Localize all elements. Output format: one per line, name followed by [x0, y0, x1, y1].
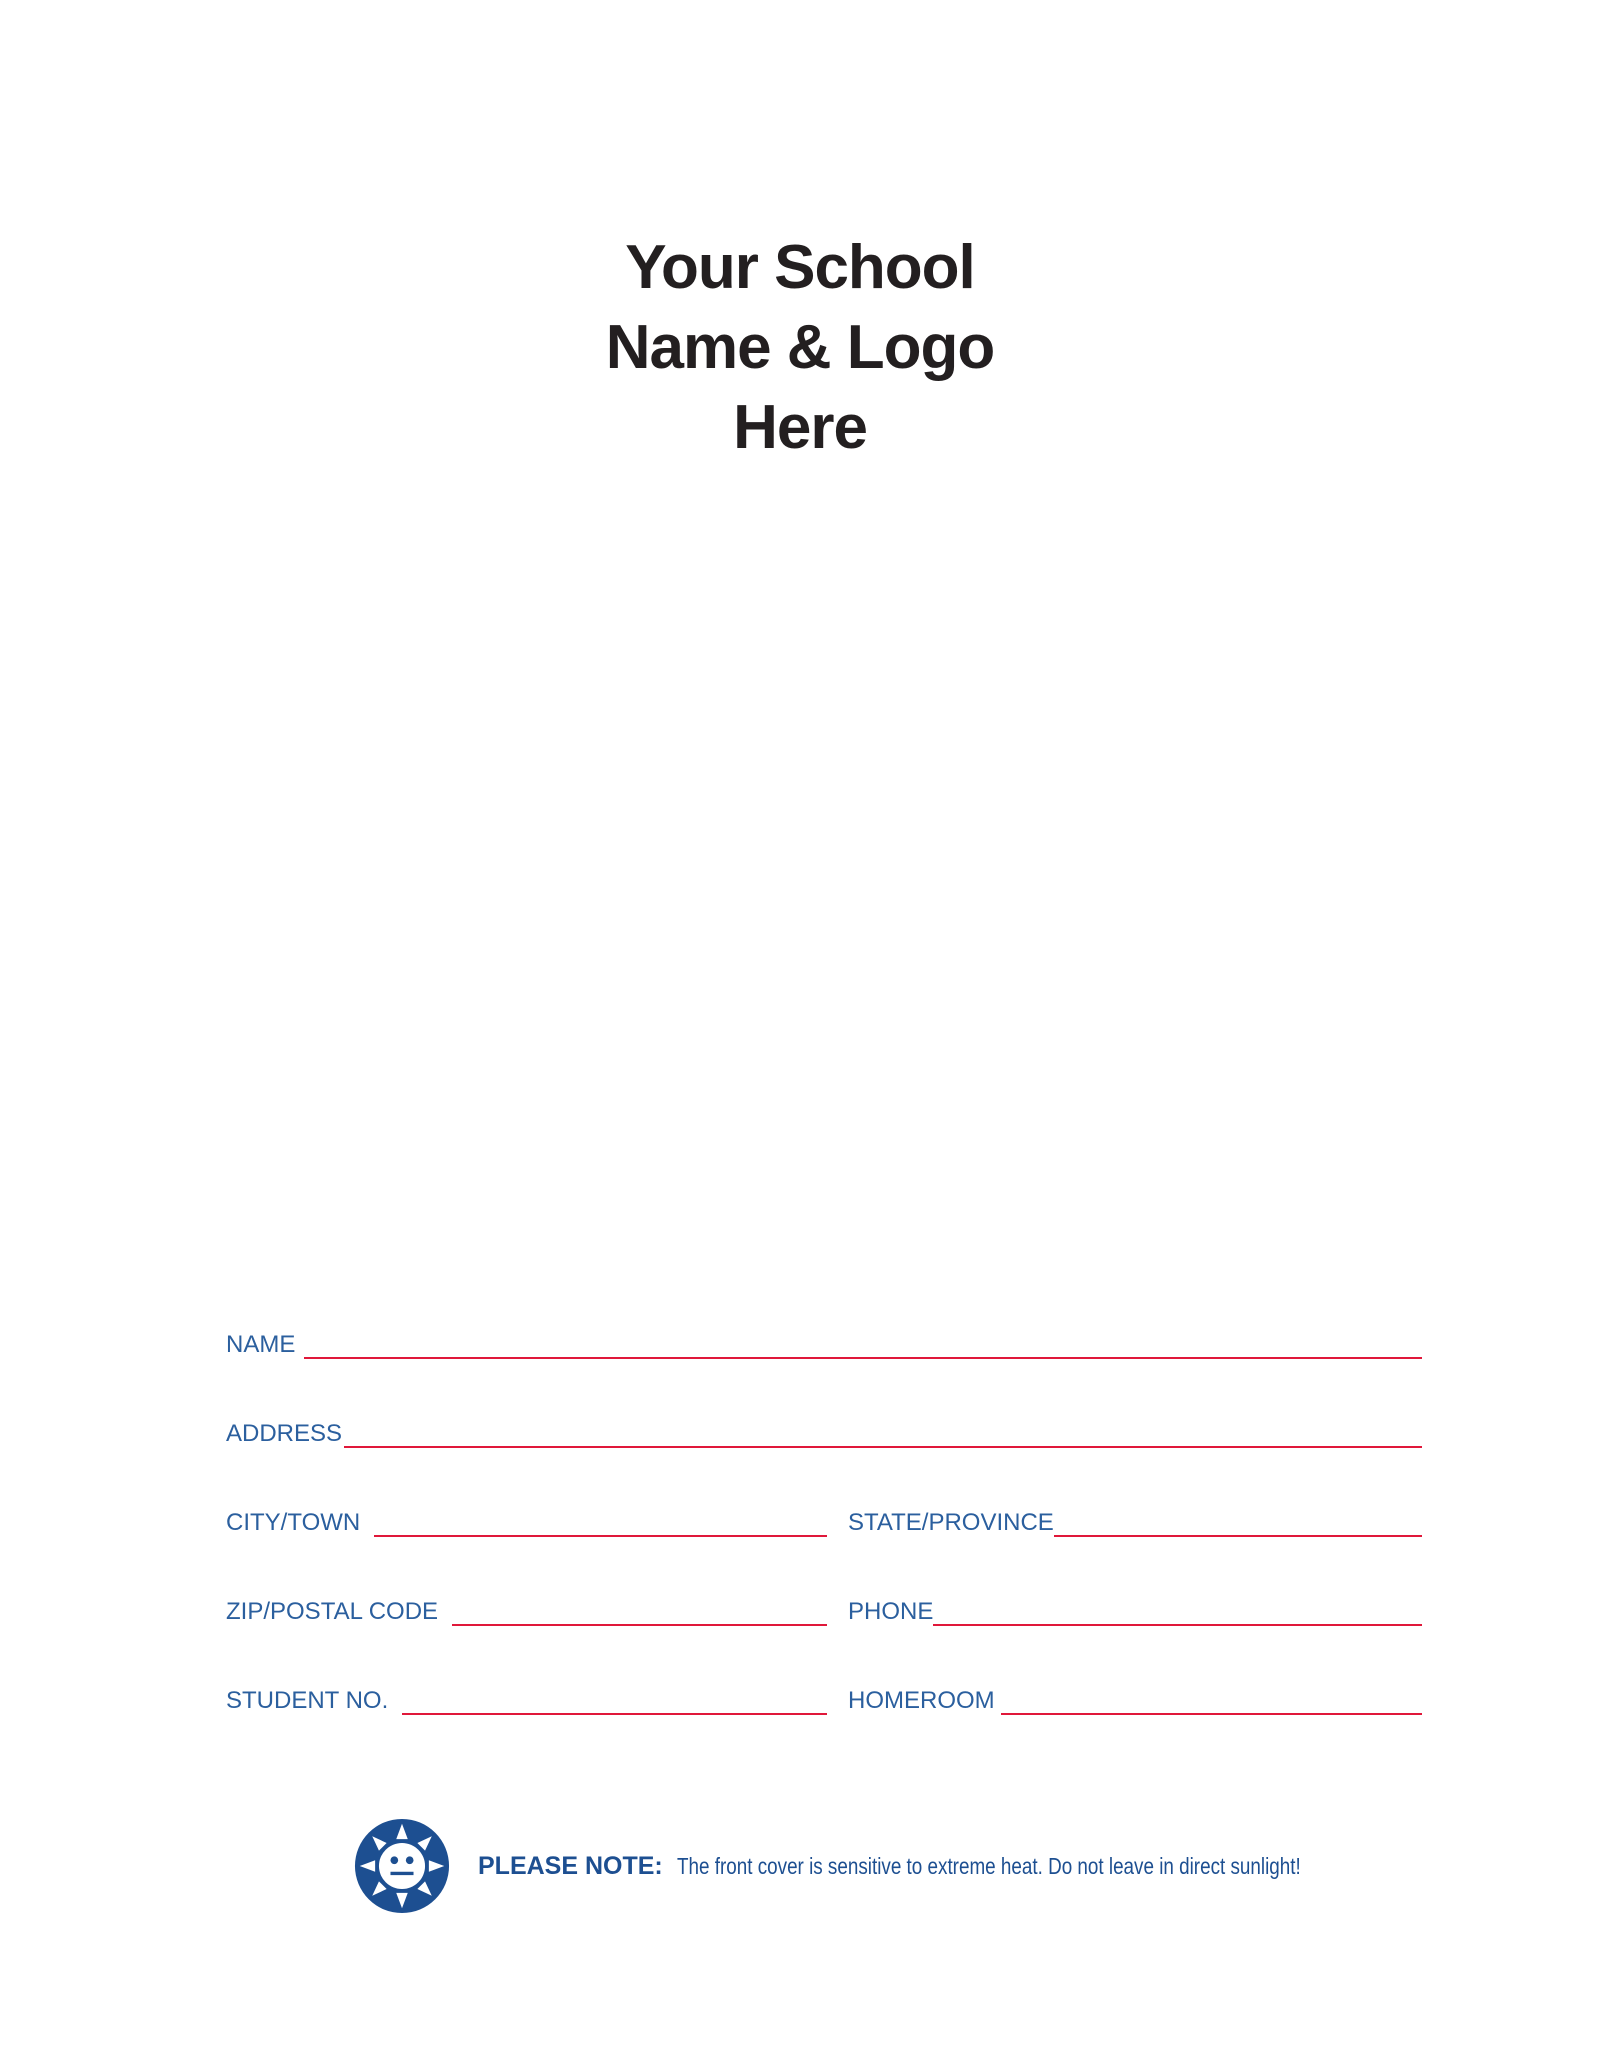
- name-field[interactable]: [226, 1320, 1422, 1360]
- state-input-line[interactable]: [1054, 1535, 1422, 1537]
- phone-input-line[interactable]: [933, 1624, 1422, 1626]
- zip-input-line[interactable]: [452, 1624, 827, 1626]
- city-input-line[interactable]: [374, 1535, 827, 1537]
- state-field[interactable]: [848, 1498, 1422, 1538]
- title-line-2: Name & Logo: [605, 313, 995, 382]
- homeroom-input-line[interactable]: [1001, 1713, 1422, 1715]
- title-line-3: Here: [733, 393, 867, 462]
- city-label: CITY/TOWN: [226, 1509, 361, 1536]
- zip-field[interactable]: [226, 1587, 827, 1627]
- heat-warning-text: The front cover is sensitive to extreme heat. Do not leave in direct sunlight!: [676, 1852, 1301, 1879]
- name-label: NAME: [226, 1331, 296, 1358]
- city-field[interactable]: [226, 1498, 827, 1538]
- student-no-field[interactable]: [226, 1676, 827, 1716]
- student-no-input-line[interactable]: [402, 1713, 827, 1715]
- phone-label: PHONE: [848, 1598, 934, 1625]
- heat-notice: [354, 1818, 1437, 1914]
- zip-label: ZIP/POSTAL CODE: [226, 1598, 439, 1625]
- phone-field[interactable]: [848, 1587, 1422, 1627]
- address-label: ADDRESS: [226, 1420, 343, 1447]
- school-name-placeholder: [0, 228, 1600, 468]
- student-no-label: STUDENT NO.: [226, 1687, 389, 1714]
- please-note-label: PLEASE NOTE:: [478, 1851, 663, 1880]
- address-input-line[interactable]: [344, 1446, 1422, 1448]
- address-field[interactable]: [226, 1409, 1422, 1449]
- homeroom-field[interactable]: [848, 1676, 1422, 1716]
- state-label: STATE/PROVINCE: [848, 1509, 1054, 1536]
- title-line-1: Your School: [625, 233, 975, 302]
- homeroom-label: HOMEROOM: [848, 1687, 995, 1714]
- sun-icon: [354, 1818, 450, 1914]
- name-input-line[interactable]: [304, 1357, 1422, 1359]
